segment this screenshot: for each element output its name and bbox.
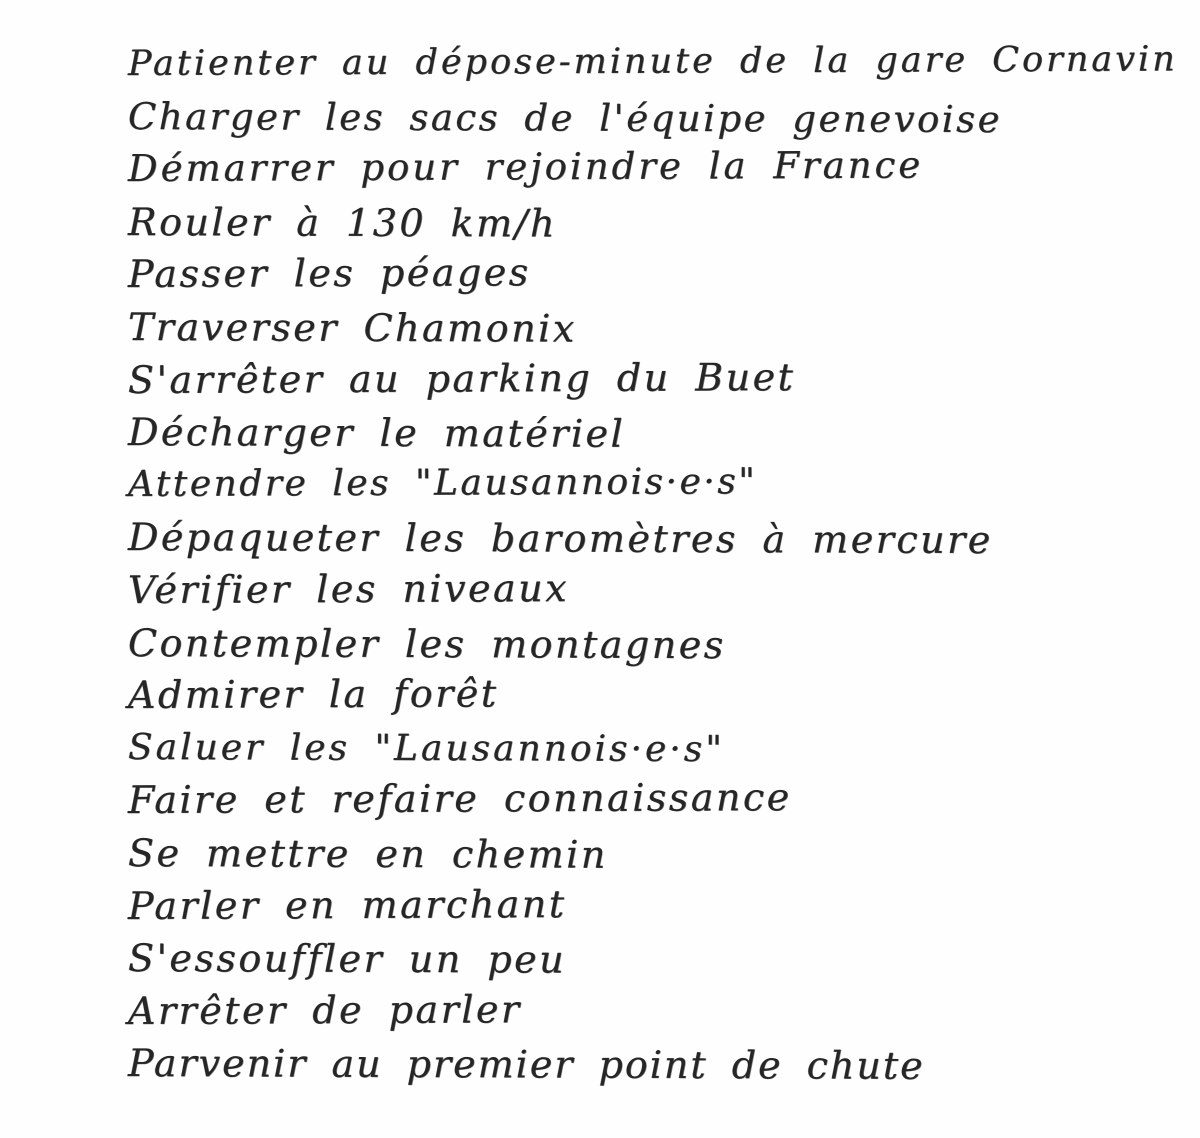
list-item: Rouler à 130 km/h bbox=[127, 199, 558, 246]
list-item: Saluer les "Lausannois·e·s" bbox=[127, 726, 725, 770]
list-item: Patienter au dépose-minute de la gare Cornavin bbox=[127, 39, 1178, 84]
list-item: Contempler les montagnes bbox=[127, 620, 726, 667]
list-item: Dépaqueter les baromètres à mercure bbox=[127, 515, 993, 563]
list-item: Attendre les "Lausannois·e·s" bbox=[127, 461, 758, 505]
list-item: Se mettre en chemin bbox=[127, 830, 608, 877]
list-item: Arrêter de parler bbox=[127, 986, 522, 1033]
list-item: S'essouffler un peu bbox=[127, 936, 567, 982]
list-item: Admirer la forêt bbox=[127, 671, 499, 718]
list-item: Faire et refaire connaissance bbox=[127, 775, 792, 823]
list-item: Traverser Chamonix bbox=[127, 304, 577, 351]
list-item: Vérifier les niveaux bbox=[127, 566, 570, 612]
list-item: Passer les péages bbox=[127, 250, 531, 297]
handwritten-list bbox=[128, 38, 1188, 1090]
list-item: Charger les sacs de l'équipe genevoise bbox=[127, 94, 1003, 141]
list-item: Parler en marchant bbox=[127, 881, 567, 928]
list-item: S'arrêter au parking du Buet bbox=[127, 354, 796, 402]
list-item: Démarrer pour rejoindre la France bbox=[127, 143, 924, 191]
list-item: Décharger le matériel bbox=[127, 410, 626, 456]
list-item: Parvenir au premier point de chute bbox=[127, 1041, 925, 1089]
